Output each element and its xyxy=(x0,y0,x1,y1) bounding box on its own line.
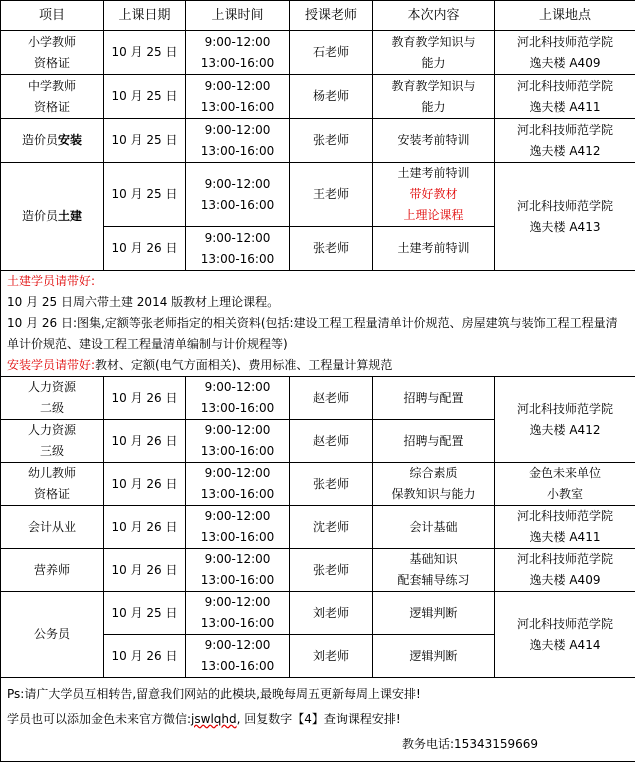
date-cell: 10 月 25 日 xyxy=(104,592,186,635)
time-cell: 9:00-12:00 13:00-16:00 xyxy=(186,75,290,119)
header-teacher: 授课老师 xyxy=(290,1,373,31)
table-row xyxy=(1,592,635,635)
teacher-cell: 杨老师 xyxy=(290,75,373,119)
notes-cell xyxy=(1,271,635,377)
table-row xyxy=(1,163,635,227)
header-time: 上课时间 xyxy=(186,1,290,31)
content-cell: 逻辑判断 xyxy=(373,635,495,678)
project-cell: 人力资源 三级 xyxy=(1,420,104,463)
content-cell: 基础知识 配套辅导练习 xyxy=(373,549,495,592)
time-cell: 9:00-12:00 13:00-16:00 xyxy=(186,119,290,163)
teacher-cell: 张老师 xyxy=(290,463,373,506)
project-cell: 中学教师 资格证 xyxy=(1,75,104,119)
date-cell: 10 月 25 日 xyxy=(104,31,186,75)
date-cell: 10 月 26 日 xyxy=(104,463,186,506)
wechat-note: 学员也可以添加金色未来官方微信:jswlqhd, 回复数字【4】查询课程安排! xyxy=(7,707,629,732)
content-cell: 教育教学知识与 能力 xyxy=(373,75,495,119)
project-cell: 公务员 xyxy=(1,592,104,678)
location-cell: 河北科技师范学院 逸夫楼 A412 xyxy=(495,119,635,163)
teacher-cell: 刘老师 xyxy=(290,635,373,678)
date-cell: 10 月 26 日 xyxy=(104,227,186,271)
time-cell: 9:00-12:00 13:00-16:00 xyxy=(186,506,290,549)
tujian-note-line2: 10 月 26 日:图集,定额等张老师指定的相关资料(包括:建设工程工程量清单计价规范、房屋建筑与装饰工程工程量清单计价规范、建设工程工程量清单编制与计价规程等) xyxy=(7,313,629,355)
time-cell: 9:00-12:00 13:00-16:00 xyxy=(186,592,290,635)
header-project: 项目 xyxy=(1,1,104,31)
content-cell: 招聘与配置 xyxy=(373,377,495,420)
phone-number: 15343159669 xyxy=(454,737,538,751)
content-cell: 招聘与配置 xyxy=(373,420,495,463)
project-cell: 营养师 xyxy=(1,549,104,592)
location-cell: 河北科技师范学院 逸夫楼 A413 xyxy=(495,163,635,271)
teacher-cell: 张老师 xyxy=(290,119,373,163)
date-cell: 10 月 26 日 xyxy=(104,420,186,463)
date-cell: 10 月 26 日 xyxy=(104,549,186,592)
content-cell: 逻辑判断 xyxy=(373,592,495,635)
content-cell: 土建考前特训 带好教材 上理论课程 xyxy=(373,163,495,227)
header-location: 上课地点 xyxy=(495,1,635,31)
content-cell: 土建考前特训 xyxy=(373,227,495,271)
table-row xyxy=(1,75,635,119)
date-cell: 10 月 25 日 xyxy=(104,119,186,163)
table-row xyxy=(1,506,635,549)
date-cell: 10 月 26 日 xyxy=(104,635,186,678)
project-cell: 造价员安装 xyxy=(1,119,104,163)
ps-note: Ps:请广大学员互相转告,留意我们网站的此模块,最晚每周五更新每周上课安排! xyxy=(7,682,629,707)
content-cell: 教育教学知识与 能力 xyxy=(373,31,495,75)
project-cell: 造价员土建 xyxy=(1,163,104,271)
location-cell: 金色未来单位 小教室 xyxy=(495,463,635,506)
table-row xyxy=(1,549,635,592)
table-row xyxy=(1,377,635,420)
project-cell: 人力资源 二级 xyxy=(1,377,104,420)
content-cell: 安装考前特训 xyxy=(373,119,495,163)
teacher-cell: 赵老师 xyxy=(290,377,373,420)
table-row xyxy=(1,31,635,75)
date-cell: 10 月 25 日 xyxy=(104,163,186,227)
time-cell: 9:00-12:00 13:00-16:00 xyxy=(186,549,290,592)
content-cell: 综合素质 保教知识与能力 xyxy=(373,463,495,506)
wechat-id: jswlqhd xyxy=(191,712,237,726)
time-cell: 9:00-12:00 13:00-16:00 xyxy=(186,463,290,506)
time-cell: 9:00-12:00 13:00-16:00 xyxy=(186,227,290,271)
date-cell: 10 月 26 日 xyxy=(104,506,186,549)
anzhuang-note: 安装学员请带好:教材、定额(电气方面相关)、费用标准、工程量计算规范 xyxy=(7,355,629,376)
location-cell: 河北科技师范学院 逸夫楼 A414 xyxy=(495,592,635,678)
teacher-cell: 王老师 xyxy=(290,163,373,227)
teacher-cell: 赵老师 xyxy=(290,420,373,463)
date-cell: 10 月 26 日 xyxy=(104,377,186,420)
time-cell: 9:00-12:00 13:00-16:00 xyxy=(186,31,290,75)
time-cell: 9:00-12:00 13:00-16:00 xyxy=(186,377,290,420)
teacher-cell: 沈老师 xyxy=(290,506,373,549)
location-cell: 河北科技师范学院 逸夫楼 A409 xyxy=(495,549,635,592)
project-cell: 小学教师 资格证 xyxy=(1,31,104,75)
date-cell: 10 月 25 日 xyxy=(104,75,186,119)
teacher-cell: 张老师 xyxy=(290,227,373,271)
header-row xyxy=(1,1,635,31)
notes-row xyxy=(1,271,635,377)
header-content: 本次内容 xyxy=(373,1,495,31)
time-cell: 9:00-12:00 13:00-16:00 xyxy=(186,420,290,463)
location-cell: 河北科技师范学院 逸夫楼 A412 xyxy=(495,377,635,463)
table-row xyxy=(1,463,635,506)
project-cell: 幼儿教师 资格证 xyxy=(1,463,104,506)
location-cell: 河北科技师范学院 逸夫楼 A409 xyxy=(495,31,635,75)
teacher-cell: 张老师 xyxy=(290,549,373,592)
footer-cell xyxy=(1,678,635,762)
location-cell: 河北科技师范学院 逸夫楼 A411 xyxy=(495,75,635,119)
footer-row xyxy=(1,678,635,762)
content-cell: 会计基础 xyxy=(373,506,495,549)
teacher-cell: 刘老师 xyxy=(290,592,373,635)
teacher-cell: 石老师 xyxy=(290,31,373,75)
project-cell: 会计从业 xyxy=(1,506,104,549)
table-row xyxy=(1,119,635,163)
header-date: 上课日期 xyxy=(104,1,186,31)
location-cell: 河北科技师范学院 逸夫楼 A411 xyxy=(495,506,635,549)
tujian-note-line1: 10 月 25 日周六带土建 2014 版教材上理论课程。 xyxy=(7,292,629,313)
tujian-notes-label: 土建学员请带好: xyxy=(7,271,629,292)
time-cell: 9:00-12:00 13:00-16:00 xyxy=(186,163,290,227)
time-cell: 9:00-12:00 13:00-16:00 xyxy=(186,635,290,678)
phone-line: 教务电话:15343159669 xyxy=(7,732,629,757)
